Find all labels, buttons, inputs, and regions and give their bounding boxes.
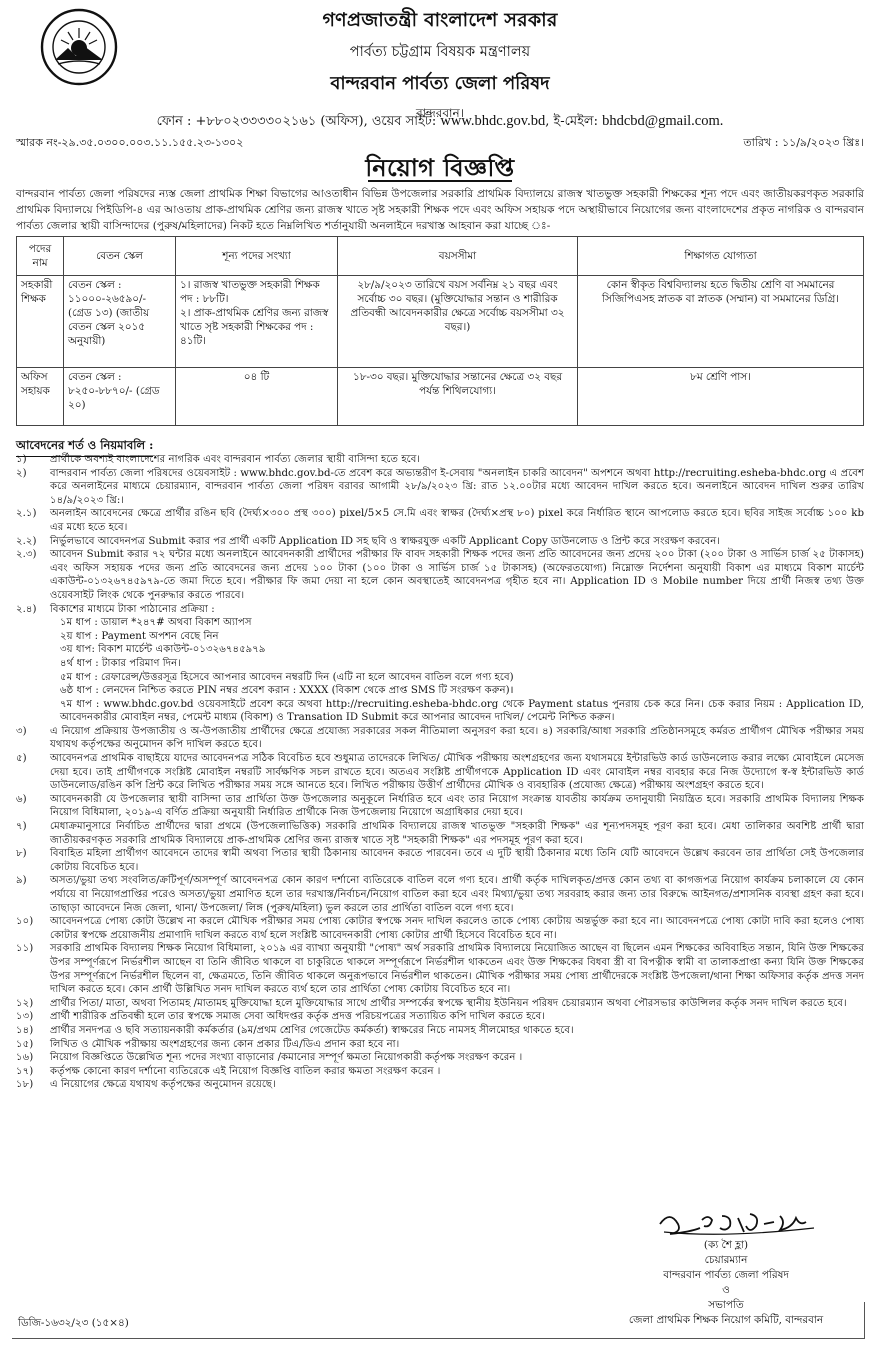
term-text: কর্তৃপক্ষ কোনো কারণ দর্শানো ব্যতিরেকে এই নিয়োগ বিজ্ঞপ্তি বাতিল করার ক্ষমতা সংরক্ষণ করেন । (50, 1065, 441, 1077)
signatory-designation: চেয়ারম্যান (704, 1254, 748, 1266)
term-number: ৫) (16, 753, 27, 765)
term-number: ১৬) (16, 1052, 34, 1064)
place-name: বান্দরবান। (415, 106, 464, 120)
term-number: ২.৪) (16, 603, 37, 615)
term-number: ২.৩) (16, 549, 37, 561)
intro-paragraph: বান্দরবান পার্বত্য জেলা পরিষদের ন্যস্ত জেলা প্রাথমিক শিক্ষা বিভাগের আওতাধীন বিভিন্ন উপজেলার সরকারি প্রাথমিক বিদ্যালয়ে রাজস্ব খাতভুক্ত সহকারী শিক্ষকের শূন্য পদে এবং জাতীয়করণকৃত সরকারি প্রাথমিক বিদ্যালয়ে পিইডিপি-৪ এর আওতায় প্রাক-প্রাথমিক শ্রেণির জন্য রাজস্ব খাতে সৃষ্ট সহকারী শিক্ষক পদে এবং অফিস সহায়ক পদে অস্থায়ীভাবে নিয়োগের জন্য বাংলাদেশের প্রকৃত নাগরিক ও বান্দরবান পার্বত্য জেলার স্থায়ী বাসিন্দাদের (পুরুষ/মহিলাদের) নিকট হতে নিম্নলিখিত শর্তানুযায়ী অনলাইনে দরখাস্ত আহবান করা যাচ্ছে ঃ- (16, 188, 864, 232)
posts-table (16, 236, 864, 426)
term-text: ৭ম ধাপ : www.bhdc.gov.bd ওয়েবসাইটে প্রবেশ করে অথবা http://recruiting.esheba-bhdc.org থেকে Payment status পুনরায় চেক করে নিন। চেক করার নিয়ম : Application ID, আবেদনকারীর মোবাইল নম্বর, পেমেন্ট মাধ্যম (বিকাশ) ও Transation ID Submit করে আপনার আবেদন দাখিল/ পেমেন্ট নিশ্চিত করুন। (60, 698, 864, 724)
term-text: এ নিয়োগ প্রক্রিয়ায় উপজাতীয় ও অ-উপজাতীয় প্রার্থীদের ক্ষেত্রে প্রযোজ্য সরকারের সকল নীতিমালা অনুসরণ করা হবে। ৪) সরকারি/আধা সরকারি প্রতিষ্ঠানসমূহে কর্মরত প্রার্থীগণ মৌখিক পরীক্ষার সময় যথাযথ কর্তৃপক্ষের অনুমোদন কপি দাখিল করতে হবে। (50, 725, 864, 751)
term-text: ৫ম ধাপ : রেফারেন্স/উত্তরসূত্র হিসেবে আপনার আবেদন নম্বরটি দিন (এটি না হলে আবেদন বাতিল বলে গণ্য হবে) (60, 671, 514, 683)
term-item (16, 793, 864, 820)
term-text: সরকারি প্রাথমিক বিদ্যালয় শিক্ষক নিয়োগ বিধিমালা, ২০১৯ এর ব্যাখ্যা অনুযায়ী "পোষ্য" অর্থ সরকারি প্রাথমিক বিদ্যালয়ে নিয়োজিত আছেন বা ছিলেন এমন শিক্ষকের অবিবাহিত সন্তান, যিনি উক্ত শিক্ষকের উপর সম্পূর্ণরূপে নির্ভরশীল আছেন বা তিনি জীবিত থাকলে বা চাকুরিতে থাকলে সম্পূর্ণরূপে নির্ভরশীল থাকতেন এবং উক্ত শিক্ষকের বিধবা স্ত্রী বা বিপত্নীক স্বামী বা তালাকপ্রাপ্তা কন্যা যিনি উক্ত শিক্ষকের উপর সম্পূর্ণরূপে নির্ভরশীল ছিলেন বা, ক্ষেত্রমতে, তিনি জীবিত থাকলে অনুরূপভাবে নির্ভরশীল থাকতেন। মৌখিক পরীক্ষার সময় পোষ্য প্রার্থীদেরকে সংশ্লিষ্ট উপজেলা/থানা শিক্ষা অফিসার কর্তৃক প্রদত্ত সনদ দাখিল করতে হবে। কোন প্রার্থী উল্লিখিত সনদ দাখিল করতে ব্যর্থ হলে তার প্রার্থিতা পোষ্য কোটায় বিবেচিত হবে না। (50, 943, 864, 996)
signatory-office: বান্দরবান পার্বত্য জেলা পরিষদ (663, 1269, 789, 1281)
vacancy-line-1: ০৪ টি (243, 371, 270, 383)
council-name: বান্দরবান পার্বত্য জেলা পরিষদ (330, 73, 550, 94)
term-item (16, 847, 864, 874)
website-link[interactable]: www.bhdc.gov.bd (440, 113, 546, 129)
issue-date: তারিখ : ১১/৯/২০২৩ খ্রিঃ। (743, 136, 864, 149)
cell-post: সহকারী শিক্ষক (17, 276, 64, 368)
term-number: ২.২) (16, 535, 37, 547)
term-number: ১৮) (16, 1079, 34, 1091)
term-item (16, 1065, 864, 1079)
term-text: ৩য় ধাপ: বিকাশ মার্চেন্ট একাউন্ট-০১৩২৬৭৪৫৯৭৯ (60, 644, 266, 656)
term-text: আবেদনকারী যে উপজেলার স্থায়ী বাসিন্দা তার প্রার্থিতা উক্ত উপজেলার অনুকূলে নির্ধারিত হবে এবং তার নিয়োগ সংক্রান্ত যাবতীয় কার্যক্রম তদানুযায়ী নিয়ন্ত্রিত হবে। সরকারি প্রাথমিক বিদ্যালয় শিক্ষক নিয়োগ বিধিমালা, ২০১৯-এ বর্ণিত প্রক্রিয়া অনুযায়ী নির্ধারিত প্রার্থীকে নিজ উপজেলায় নিয়োগে অগ্রাধিকার দেয়া হবে। (50, 793, 864, 819)
term-text: লিখিত ও মৌখিক পরীক্ষায় অংশগ্রহণের জন্য কোন প্রকার টিএ/ডিএ প্রদান করা হবে না। (50, 1038, 400, 1050)
term-text: বিকাশের মাধ্যমে টাকা পাঠানোর প্রক্রিয়া : (50, 603, 215, 615)
term-text: অসত্য/ভুয়া তথ্য সংবলিত/ক্রটিপূর্ণ/অসম্পূর্ণ আবেদনপত্র কোন কারণ দর্শানো ব্যতিরেকে বাতিল বলে গণ্য হবে। প্রার্থী কর্তৃক দাখিলকৃত/প্রদত্ত কোন তথ্য বা কাগজপত্র নিয়োগ কার্যক্রম চলাকালে যে কোন পর্যায়ে বা নিয়োগপ্রাপ্তির পরেও অসত্য/ভুয়া প্রমাণিত হলে তার দরখাস্ত/নির্বাচন/নিয়োগ বাতিল করা হবে এবং মিথ্যা/ভুয়া তথ্য সরবরাহ করার জন্য তার বিরুদ্ধে আইনগত/প্রশাসনিক ব্যবস্থা গ্রহণ করা হবে। তাছাড়া আবেদনে নিজ জেলা, থানা/ উপজেলা/ লিঙ্গ (পুরুষ/মহিলা) ভুল করলে তার প্রার্থিতা বাতিল বলে গণ্য হবে। (50, 875, 864, 914)
cell-qualification: ৮ম শ্রেণি পাস। (578, 368, 864, 426)
term-number (16, 684, 50, 698)
contact-line (0, 112, 880, 133)
letterhead (0, 6, 880, 125)
term-text: ৪র্থ ধাপ : টাকার পরিমাণ দিন। (60, 657, 181, 669)
term-text: আবেদনপত্রে পোষ্য কোটা উল্লেখ না করলে মৌখিক পরীক্ষার সময় পোষ্য কোটার স্বপক্ষে সনদ দাখিল করলেও তাকে পোষ্য কোটায় অন্তর্ভুক্ত করা হবে না। আবেদনপত্রে পোষ্য কোটা দাবি করা হলেও পোষ্য কোটার স্বপক্ষে প্রয়োজনীয় প্রমাণাদি দাখিল করতে ব্যর্থ হলে সংশ্লিষ্ট আবেদনকারী পোষ্য কোটার প্রার্থী হিসেবে বিবেচিত হবে না। (50, 916, 864, 941)
term-number (16, 657, 50, 671)
term-number (16, 616, 50, 630)
terms-list (16, 453, 864, 1092)
signatory-name: (ক্য শৈ হ্লা) (703, 1239, 749, 1251)
notice-title: নিয়োগ বিজ্ঞপ্তি (365, 153, 515, 182)
term-number (16, 698, 50, 725)
term-number: ২) (16, 467, 27, 479)
term-item (16, 535, 864, 549)
cell-age: ২৮/৯/২০২৩ তারিখে বয়স সর্বনিম্ন ২১ বছর এবং সর্বোচ্চ ৩০ বছর। (মুক্তিযোদ্ধার সন্তান ও শারীরিক প্রতিবন্ধী আবেদনকারীর ক্ষেত্রে সর্বোচ্চ বয়সসীমা ৩২ বছর।) (338, 276, 578, 368)
table-header-row (17, 237, 864, 276)
term-text: নিয়োগ বিজ্ঞপ্তিতে উল্লেখিত শূন্য পদের সংখ্যা বাড়ানোর /কমানোর সম্পূর্ণ ক্ষমতা নিয়োগকারী কর্তৃপক্ষ সংরক্ষণ করেন । (50, 1052, 523, 1064)
table-row (17, 276, 864, 368)
term-item (16, 915, 864, 942)
memo-number: স্মারক নং-২৯.৩৫.০৩০০.০০৩.১১.১৫৫.২৩-১৩০২ (16, 136, 244, 149)
term-item (16, 1078, 864, 1092)
title-underline (368, 180, 512, 182)
cell-vacancy (176, 368, 338, 426)
cell-post: অফিস সহায়ক (17, 368, 64, 426)
term-number: ১১) (16, 943, 34, 955)
term-number: ২.১) (16, 508, 37, 520)
cell-vacancy (176, 276, 338, 368)
header-post: পদের নাম (17, 237, 64, 276)
header-vacancy: শূন্য পদের সংখ্যা (176, 237, 338, 276)
table-row (17, 368, 864, 426)
header-scale: বেতন স্কেল (64, 237, 176, 276)
term-item (16, 684, 864, 698)
phone-text: ফোন : +৮৮০২৩৩৩৩০২১৬১ (অফিস), ওয়েব সাইট: (156, 114, 441, 129)
term-item (16, 942, 864, 996)
term-item (16, 603, 864, 617)
term-item (16, 671, 864, 685)
signature-image (640, 1206, 850, 1240)
header-age: বয়সসীমা (338, 237, 578, 276)
term-text: বান্দরবান পার্বত্য জেলা পরিষদের ওয়েবসাইট : www.bhdc.gov.bd-তে প্রবেশ করে অভ্যন্তরীণ ই-সেবায় "অনলাইন চাকরি আবেদন" অপশনে অথবা http://recruiting.esheba-bhdc.org এ প্রবেশ করে অনলাইনের মাধ্যমে চেয়ারম্যান, বান্দরবান পার্বত্য জেলা পরিষদ বরাবর আগামী ২৮/৯/২০২৩ খ্রি: রাত ১২.০০টার মধ্যে আবেদন দাখিল করতে হবে। অনলাইনে আবেদন দাখিল শুরুর তারিখ ১৪/৯/২০২৩ খ্রি:। (50, 467, 864, 506)
cell-scale: বেতন স্কেল : ১১০০০-২৬৫৯০/- (গ্রেড ১৩) (জাতীয় বেতন স্কেল ২০১৫ অনুযায়ী) (64, 276, 176, 368)
term-number: ১৩) (16, 1011, 34, 1023)
term-text: প্রার্থী শারীরিক প্রতিবন্ধী হলে তার স্বপক্ষে সমাজ সেবা অধিদপ্তর কর্তৃক প্রদত্ত পরিচয়পত্রের সত্যায়িত কপি দাখিল করতে হবে। (50, 1011, 545, 1023)
term-item (16, 1051, 864, 1065)
term-text: আবেদন Submit করার ৭২ ঘন্টার মধ্যে অনলাইনে আবেদনকারী প্রার্থীদের পরীক্ষার ফি বাবদ সহকারী শিক্ষক পদের জন্য প্রতি আবেদনের জন্য প্রদেয় ২০০ টাকা (২০০ টাকা ও সার্ভিস চার্জ ২৫ টাকাসহ) এবং অফিস সহায়ক পদের জন্য প্রতি আবেদনের জন্য প্রদেয় ১০০ টাকা (১০০ টাকা ও সার্ভিস চার্জ ১৫ টাকাসহ) (অফেরতযোগ্য) নিম্নোক্ত নির্দেশনা অনুযায়ী বিকাশ এর মাধ্যমে বিকাশ মার্চেন্ট একাউন্ট-০১৩২৬৭৪৫৯৭৯-তে জমা দিতে হবে। পরীক্ষার ফি জমা দেয়া না হলে কোন অবস্থাতেই আবেদনপত্র গৃহীত হবে না। Application ID ও Mobile number দিয়ে প্রার্থী নিজস্ব তথ্য উক্ত ওয়েবসাইট লিংক থেকে পুনরুদ্ধার করতে পারবে। (50, 549, 864, 601)
term-item (16, 1010, 864, 1024)
term-text: বিবাহিত মহিলা প্রার্থীগণ আবেদনে তাদের স্বামী অথবা পিতার স্থায়ী ঠিকানায় আবেদন করতে পারবেন। তবে এ দুটি স্থায়ী ঠিকানার মধ্যে তিনি যেটি আবেদনে উল্লেখ করবেন তার প্রার্থিতা সেই উপজেলার কোটায় বিবেচিত হবে। (50, 848, 864, 873)
term-item (16, 467, 864, 508)
term-number (16, 643, 50, 657)
page-frame-corner (12, 1302, 865, 1339)
term-item (16, 997, 864, 1011)
cell-scale: বেতন স্কেল : ৮২৫০-৮৮৭০/- (গ্রেড ২০) (64, 368, 176, 426)
cell-age: ১৮-৩০ বছর। মুক্তিযোদ্ধার সন্তানের ক্ষেত্রে ৩২ বছর পর্যন্ত শিথিলযোগ্য। (338, 368, 578, 426)
term-number: ৩) (16, 725, 27, 737)
term-item (16, 630, 864, 644)
email-link[interactable]: bhdcbd@gmail.com. (602, 113, 724, 129)
term-number: ১৭) (16, 1065, 34, 1077)
term-number: ১৪) (16, 1024, 34, 1036)
term-number: ১৫) (16, 1038, 34, 1050)
term-text: অনলাইন আবেদনের ক্ষেত্রে প্রার্থীর রঙিন ছবি (দৈর্ঘ্য×৩০০ প্রস্থ ৩০০) pixel/5×5 সে.মি এবং স্বাক্ষর (দৈর্ঘ্য×প্রস্থ ৮০) pixel করে নির্ধারিত স্থানে আপলোড করতে হবে। ছবির সাইজ সর্বোচ্চ ১০০ kb এর মধ্যে হতে হবে। (50, 508, 864, 533)
email-label: , ই-মেইল: (545, 114, 603, 129)
term-item (16, 643, 864, 657)
header-qualification: শিক্ষাগত যোগ্যতা (578, 237, 864, 276)
term-text: ২য় ধাপ : Payment অপশন বেছে নিন (60, 630, 219, 642)
vacancy-line-2: ২। প্রাক-প্রাথমিক শ্রেণির জন্য রাজস্ব খাতে সৃষ্ট সহকারী শিক্ষকের পদ : ৪১টি। (180, 307, 329, 347)
term-number (16, 671, 50, 685)
terms-title: আবেদনের শর্ত ও নিয়মাবলি : (16, 437, 153, 457)
term-text: এ নিয়োগের ক্ষেত্রে যথাযথ কর্তৃপক্ষের অনুমোদন রয়েছে। (50, 1079, 276, 1091)
term-text: আবেদনপত্র প্রাথমিক বাছাইয়ে যাদের আবেদনপত্র সঠিক বিবেচিত হবে শুধুমাত্র তাদেরকে লিখিত/ মৌখিক পরীক্ষায় অংশগ্রহণের জন্য যথাসময়ে ইন্টারভিউ কার্ড ডাউনলোড করার লক্ষ্যে মোবাইলে মেসেজ দেয়া হবে। তাই প্রার্থীগণকে সংশ্লিষ্ট মোবাইল নম্বরটি সার্বক্ষণিক সচল রাখতে হবে। অতএব সংশ্লিষ্ট প্রার্থীগণকে Application ID এবং মোবাইল নম্বর ব্যবহার করে নিজ উদ্যোগে স্ব-স্ব ইন্টারভিউ কার্ড ডাউনলোড/রঙিন কপি প্রিন্ট করে লিখিত পরীক্ষার সময় সঙ্গে আনতে হবে। লিখিত পরীক্ষায় উত্তীর্ণ প্রার্থীদের মৌখিক ও ব্যবহারিক (প্রযোজ্য ক্ষেত্রে) পরীক্ষায় অংশগ্রহণ করতে হবে। (50, 753, 864, 792)
signatory-and: ও (722, 1284, 730, 1296)
term-number: ৭) (16, 821, 27, 833)
term-item (16, 453, 864, 467)
term-text: প্রার্থীর পিতা/ মাতা, অথবা পিতামহ /মাতামহ মুক্তিযোদ্ধা হলে মুক্তিযোদ্ধার সাথে প্রার্থীর সম্পর্কের স্বপক্ষে স্থানীয় ইউনিয়ন পরিষদ চেয়ারম্যান অথবা পৌরসভার কাউন্সিলর কর্তৃক সনদ দাখিল করতে হবে। (50, 997, 847, 1009)
term-item (16, 507, 864, 534)
term-item (16, 1038, 864, 1052)
term-item (16, 616, 864, 630)
term-number: ১২) (16, 997, 34, 1009)
term-text: ৬ষ্ঠ ধাপ : লেনদেন নিশ্চিত করতে PIN নম্বর প্রবেশ করান : XXXX (বিকাশ থেকে প্রাপ্ত SMS টি সংরক্ষণ করুন)। (60, 685, 514, 697)
government-name: গণপ্রজাতন্ত্রী বাংলাদেশ সরকার (322, 9, 558, 31)
term-number: ৬) (16, 793, 27, 805)
term-item (16, 874, 864, 915)
term-item (16, 657, 864, 671)
term-text: মেধাক্রমানুসারে নির্বাচিত প্রার্থীদের দ্বারা প্রথমে (উপজেলাভিত্তিক) সরকারি প্রাথমিক বিদ্যালয়ে রাজস্ব খাতভুক্ত "সহকারী শিক্ষক" এর শূন্যপদসমূহ পূরণ করা হবে। মেধা তালিকার অবশিষ্ট প্রার্থী দ্বারা জাতীয়করণকৃত সরকারি প্রাথমিক বিদ্যালয়ে প্রাক-প্রাথমিক শ্রেণির জন্য রাজস্ব খাতে সৃষ্ট "সহকারী শিক্ষক" এর পদসমূহ পূরণ করা হবে। (50, 821, 864, 846)
cell-qualification: কোন স্বীকৃত বিশ্ববিদ্যালয় হতে দ্বিতীয় শ্রেণি বা সমমানের সিজিপিএসহ স্নাতক বা স্নাতক (সম্মান) বা সমমানের ডিগ্রি। (578, 276, 864, 368)
term-item (16, 1024, 864, 1038)
term-text: প্রার্থীর সনদপত্র ও ছবি সত্যায়নকারী কর্মকর্তার (৯ম/প্রথম শ্রেণির গেজেটেড কর্মকর্তা) স্বাক্ষরের নিচে নামসহ সীলমোহর থাকতে হবে। (50, 1024, 574, 1036)
term-number: ৯) (16, 875, 27, 887)
footer-code: ডিজি-১৬৩২/২৩ (১৫×৪) (18, 1317, 129, 1329)
term-text: প্রার্থীকে অবশ্যই বাংলাদেশের নাগরিক এবং বান্দরবান পার্বত্য জেলার স্থায়ী বাসিন্দা হতে হবে। (50, 454, 421, 465)
term-item (16, 725, 864, 752)
term-number: ৮) (16, 848, 27, 860)
signatory-designation-2: সভাপতি (708, 1299, 744, 1311)
term-number: ১০) (16, 916, 34, 928)
term-text: ১ম ধাপ : ডায়াল *২৪৭# অথবা বিকাশ অ্যাপস (60, 617, 252, 629)
term-number: ১) (16, 454, 27, 465)
signatory-committee: জেলা প্রাথমিক শিক্ষক নিয়োগ কমিটি, বান্দরবান (628, 1314, 824, 1326)
term-item (16, 698, 864, 725)
term-text: নির্ভুলভাবে আবেদনপত্র Submit করার পর প্রার্থী একটি Application ID সহ ছবি ও স্বাক্ষরযুক্ত একটি Applicant Copy ডাউনলোড ও প্রিন্ট করে সংরক্ষণ করবেন। (50, 535, 721, 547)
vacancy-line-1: ১। রাজস্ব খাতভুক্ত সহকারী শিক্ষক পদ : ৮৮টি। (180, 279, 320, 305)
term-number (16, 630, 50, 644)
term-item (16, 752, 864, 793)
term-item (16, 548, 864, 602)
term-item (16, 820, 864, 847)
ministry-name: পার্বত্য চট্টগ্রাম বিষয়ক মন্ত্রণালয় (349, 44, 531, 60)
